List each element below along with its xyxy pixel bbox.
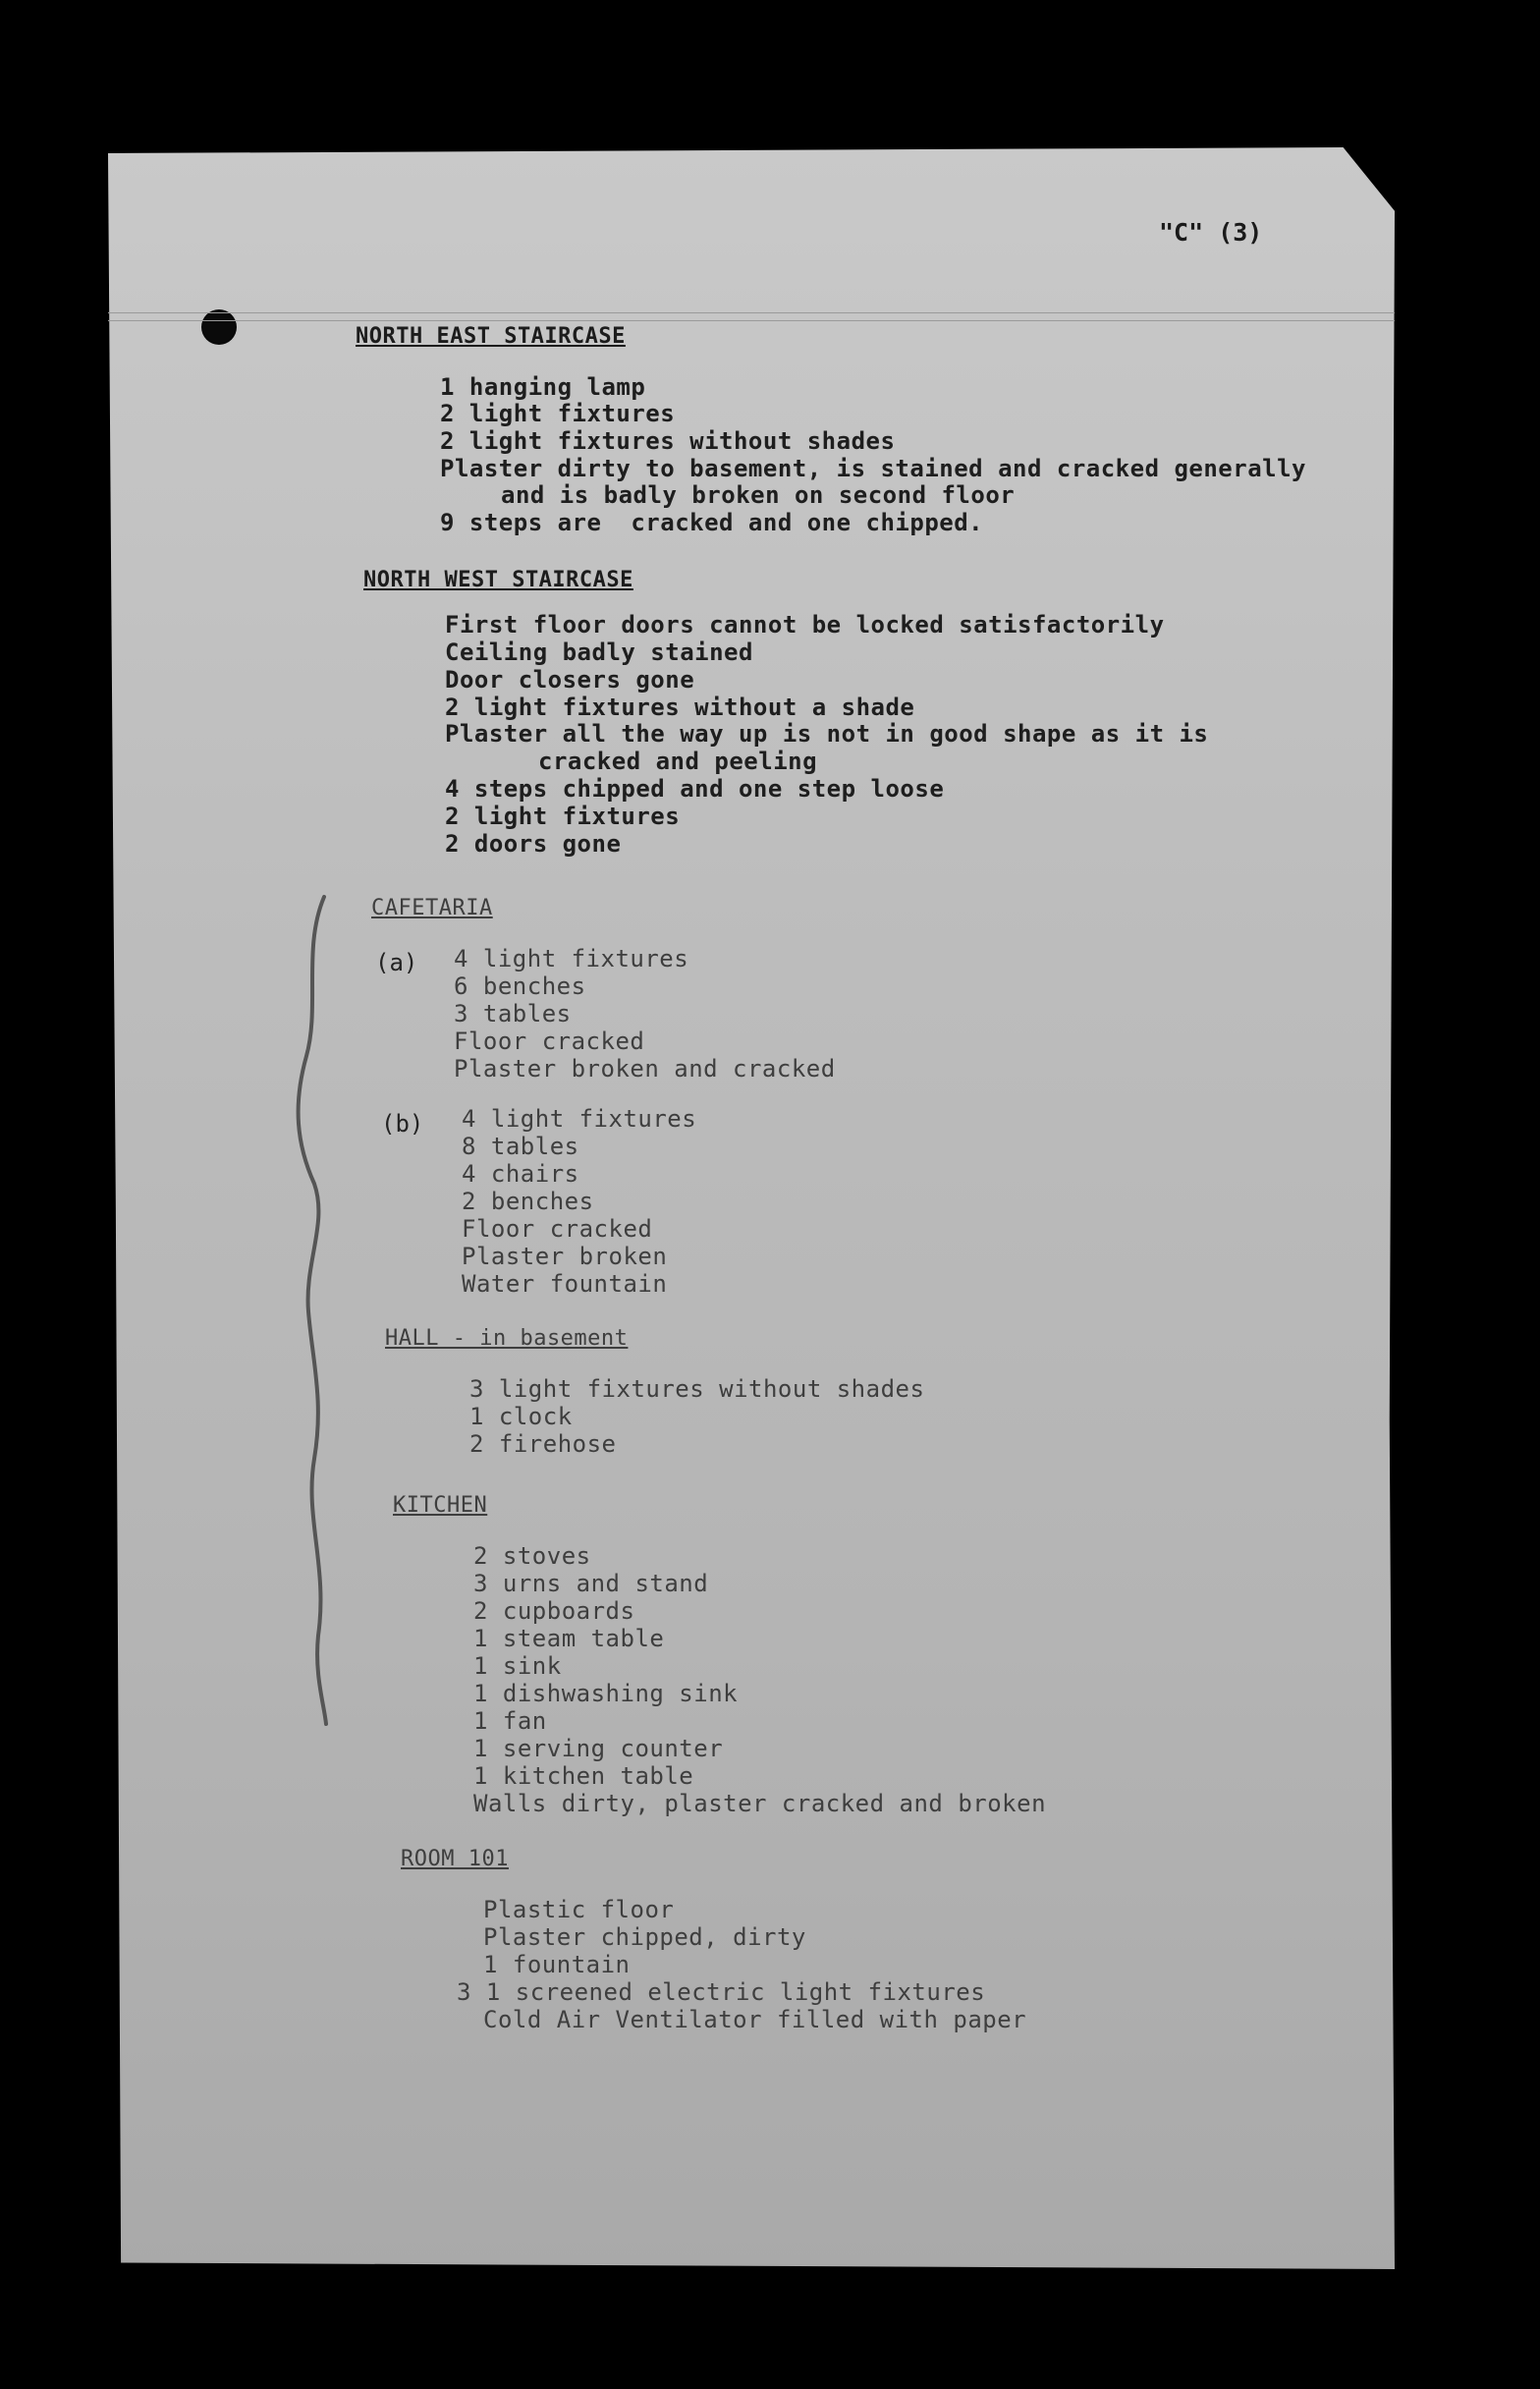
section-heading-cafetaria: CAFETARIA xyxy=(371,896,493,920)
kitchen-line-5: 1 sink xyxy=(473,1652,562,1680)
caf-a-line-4: Floor cracked xyxy=(454,1028,645,1055)
cafetaria-label-b: (b) xyxy=(381,1110,424,1138)
nw-line-2: Ceiling badly stained xyxy=(445,639,753,666)
ruled-line xyxy=(108,320,1395,321)
nw-line-1: First floor doors cannot be locked satisfactorily xyxy=(445,611,1165,639)
kitchen-line-1: 2 stoves xyxy=(473,1542,591,1570)
caf-a-line-5: Plaster broken and cracked xyxy=(454,1055,836,1083)
ne-line-1: 1 hanging lamp xyxy=(440,373,646,401)
room-line-5: Cold Air Ventilator filled with paper xyxy=(483,2006,1027,2033)
caf-b-line-7: Water fountain xyxy=(462,1270,668,1298)
ne-line-4: Plaster dirty to basement, is stained and cracked generally xyxy=(440,455,1307,482)
caf-b-line-4: 2 benches xyxy=(462,1188,594,1215)
nw-line-3: Door closers gone xyxy=(445,666,695,694)
caf-b-line-3: 4 chairs xyxy=(462,1160,579,1188)
kitchen-line-8: 1 serving counter xyxy=(473,1735,724,1762)
kitchen-line-9: 1 kitchen table xyxy=(473,1762,694,1790)
kitchen-line-10: Walls dirty, plaster cracked and broken xyxy=(473,1790,1047,1817)
punch-hole xyxy=(201,309,237,345)
section-heading-room-101: ROOM 101 xyxy=(401,1847,509,1871)
section-heading-kitchen: KITCHEN xyxy=(393,1493,488,1518)
nw-line-4: 2 light fixtures without a shade xyxy=(445,694,915,721)
room-line-4: 3 1 screened electric light fixtures xyxy=(457,1978,986,2006)
caf-b-line-6: Plaster broken xyxy=(462,1243,668,1270)
nw-line-5: Plaster all the way up is not in good shape as it is xyxy=(445,720,1209,748)
room-line-1: Plastic floor xyxy=(483,1896,675,1923)
section-heading-hall: HALL - in basement xyxy=(385,1326,629,1351)
ne-line-2: 2 light fixtures xyxy=(440,400,676,427)
cafetaria-label-a: (a) xyxy=(375,949,418,976)
caf-b-line-5: Floor cracked xyxy=(462,1215,653,1243)
section-heading-north-east-staircase: NORTH EAST STAIRCASE xyxy=(356,324,626,349)
hall-line-1: 3 light fixtures without shades xyxy=(469,1375,925,1403)
room-line-2: Plaster chipped, dirty xyxy=(483,1923,806,1951)
nw-line-6: cracked and peeling xyxy=(538,748,818,775)
ne-line-3: 2 light fixtures without shades xyxy=(440,427,896,455)
nw-line-8: 2 light fixtures xyxy=(445,803,681,830)
ruled-line xyxy=(108,312,1395,313)
caf-a-line-2: 6 benches xyxy=(454,972,586,1000)
ne-line-5: and is badly broken on second floor xyxy=(501,481,1016,509)
ne-line-6: 9 steps are cracked and one chipped. xyxy=(440,509,984,536)
room-line-3: 1 fountain xyxy=(483,1951,631,1978)
caf-a-line-1: 4 light fixtures xyxy=(454,945,689,972)
hall-line-3: 2 firehose xyxy=(469,1430,617,1458)
handwritten-bracket xyxy=(285,889,344,1734)
caf-b-line-1: 4 light fixtures xyxy=(462,1105,697,1133)
caf-a-line-3: 3 tables xyxy=(454,1000,572,1028)
page-number: "C" (3) xyxy=(1159,218,1263,247)
kitchen-line-7: 1 fan xyxy=(473,1707,547,1735)
kitchen-line-2: 3 urns and stand xyxy=(473,1570,709,1597)
caf-b-line-2: 8 tables xyxy=(462,1133,579,1160)
nw-line-7: 4 steps chipped and one step loose xyxy=(445,775,945,803)
kitchen-line-3: 2 cupboards xyxy=(473,1597,635,1625)
nw-line-9: 2 doors gone xyxy=(445,830,622,858)
hall-line-2: 1 clock xyxy=(469,1403,573,1430)
kitchen-line-6: 1 dishwashing sink xyxy=(473,1680,739,1707)
kitchen-line-4: 1 steam table xyxy=(473,1625,665,1652)
section-heading-north-west-staircase: NORTH WEST STAIRCASE xyxy=(363,568,633,592)
